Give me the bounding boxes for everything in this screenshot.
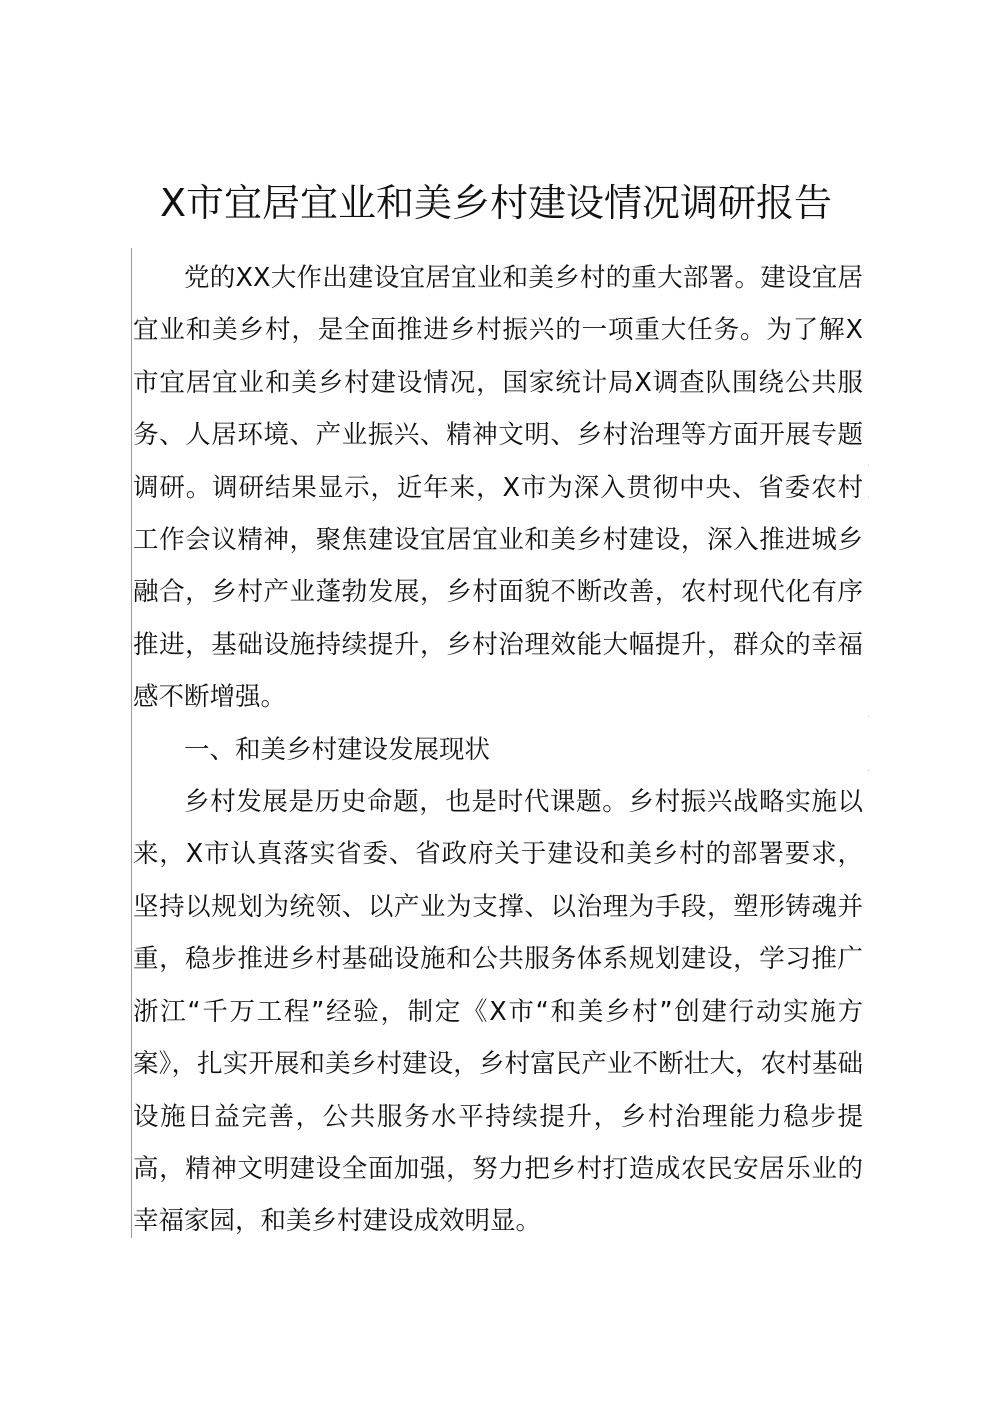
section-paragraph: 乡村发展是历史命题，也是时代课题。乡村振兴战略实施以来，X市认真落实省委、省政府关于建设和美乡村的部署要求，坚持以规划为统领、以产业为支撑、以治理为手段，塑形铸魂并重，稳步推进乡村基础设施和公共服务体系规划建设，学习推广浙江“千万工程”经验，制定《X市“和美乡村”创建行动实施方案》，扎实开展和美乡村建设，乡村富民产业不断壮大，农村基础设施日益完善，公共服务水平持续提升，乡村治理能力稳步提高，精神文明建设全面加强，努力把乡村打造成农民安居乐业的幸福家园，和美乡村建设成效明显。 bbox=[133, 787, 863, 1237]
page-title: X市宜居宜业和美乡村建设情况调研报告 bbox=[159, 181, 833, 225]
margin-rule bbox=[131, 248, 132, 1238]
edge-mark: · bbox=[867, 493, 871, 504]
edge-mark: · bbox=[867, 461, 871, 472]
document-body bbox=[133, 252, 863, 1248]
edge-mark: · bbox=[867, 766, 871, 777]
intro-paragraph: 党的XX大作出建设宜居宜业和美乡村的重大部署。建设宜居宜业和美乡村，是全面推进乡村振兴的一项重大任务。为了解X市宜居宜业和美乡村建设情况，国家统计局X调查队围绕公共服务、人居环境、产业振兴、精神文明、乡村治理等方面开展专题调研。调研结果显示，近年来，X市为深入贯彻中央、省委农村工作会议精神，聚焦建设宜居宜业和美乡村建设，深入推进城乡融合，乡村产业蓬勃发展，乡村面貌不断改善，农村现代化有序推进，基础设施持续提升，乡村治理效能大幅提升，群众的幸福感不断增强。 bbox=[133, 263, 863, 713]
edge-mark: · bbox=[867, 712, 871, 723]
section-heading: 一、和美乡村建设发展现状 bbox=[184, 734, 491, 765]
